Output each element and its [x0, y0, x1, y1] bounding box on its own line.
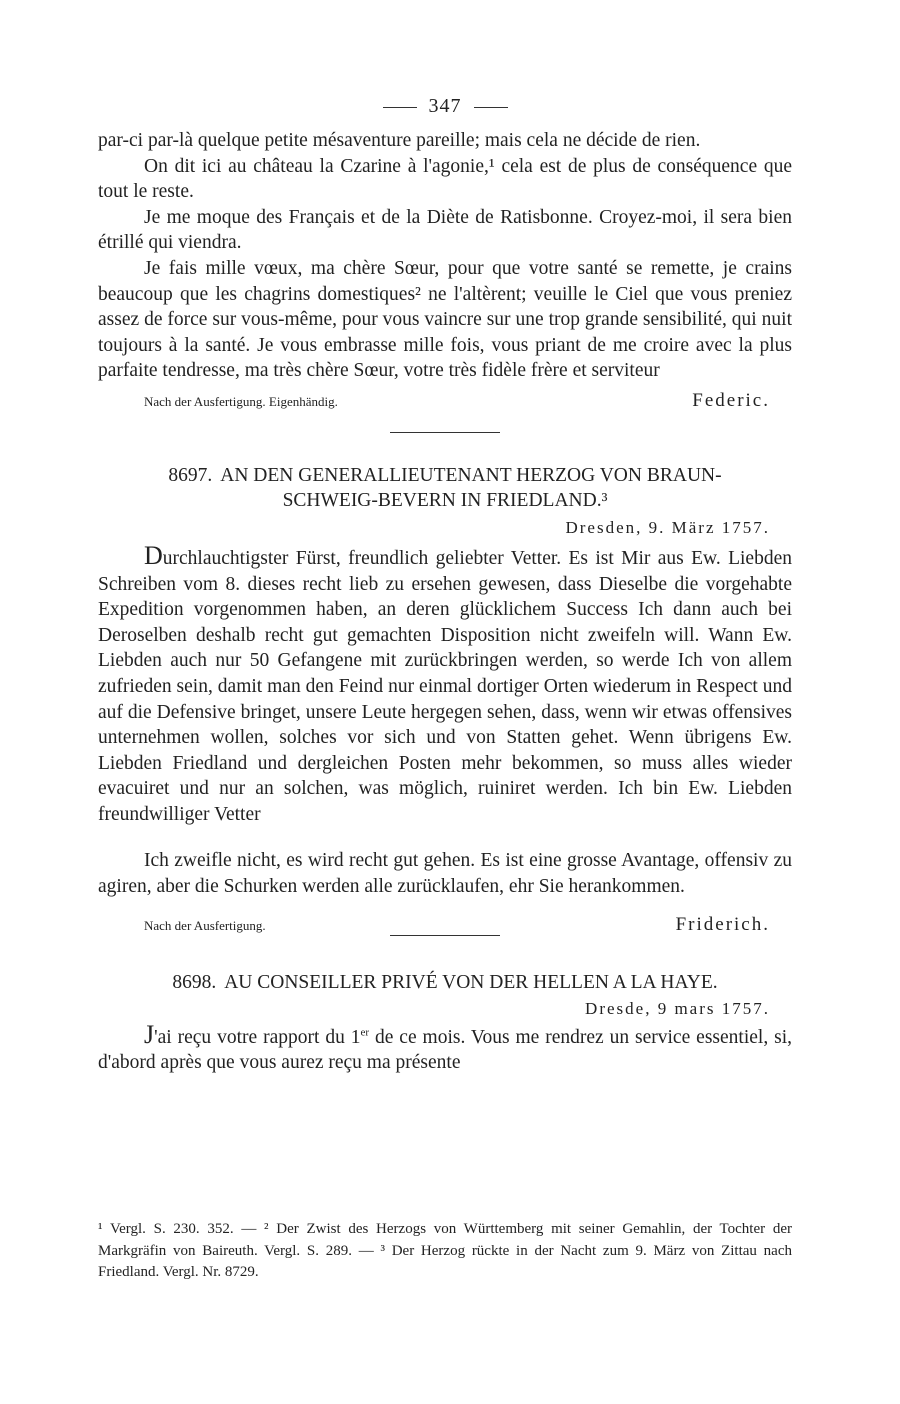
- superscript: er: [360, 1026, 370, 1039]
- body-text-rest: de ce mois. Vous me rendrez un service essentiel, si, d'abord après que vous aurez reçu ma présente: [98, 1026, 792, 1074]
- letter-number: 8698.: [172, 971, 217, 993]
- letter-8697: [98, 463, 792, 936]
- source-signature-row: [98, 390, 792, 412]
- letter-end: [98, 128, 792, 412]
- body-text-start: 'ai reçu votre rapport du 1: [154, 1026, 361, 1048]
- paragraph: On dit ici au château la Czarine à l'agonie,¹ cela est de plus de conséquence que tout le reste.: [98, 155, 792, 203]
- source-signature-row: [98, 896, 792, 936]
- dateline: Dresde, 9 mars 1757.: [585, 998, 770, 1018]
- paragraph: Je me moque des Français et de la Diète de Ratisbonne. Croyez-moi, il sera bien étrillé qui viendra.: [98, 206, 792, 254]
- paragraph: par-ci par-là quelque petite mésaventure pareille; mais cela ne décide de rien.: [98, 130, 701, 151]
- dash-left: [383, 107, 417, 108]
- dateline: Dresden, 9. März 1757.: [565, 517, 770, 537]
- source-note: Nach der Ausfertigung.: [144, 917, 266, 933]
- letter-body: [98, 540, 792, 828]
- letter-8698: [98, 970, 792, 1076]
- page-number-line: [98, 92, 792, 122]
- dropcap: D: [144, 540, 163, 570]
- page-number: 347: [428, 95, 462, 117]
- source-note: Nach der Ausfertigung. Eigenhändig.: [144, 393, 338, 409]
- signature: Friderich.: [675, 913, 770, 935]
- section-divider: [390, 432, 500, 433]
- postscript: Ich zweifle nicht, es wird recht gut gehen. Es ist eine grosse Avantage, offensiv zu agiren, aber die Schurken werden alle zurücklaufen, ehr Sie herankommen.: [98, 850, 792, 898]
- body-text: urchlauchtigster Fürst, freundlich geliebter Vetter. Es ist Mir aus Ew. Liebden Schreiben vom 8. dieses recht lieb zu ersehen gewesen, dass Dieselbe die vorgehabte Expedition vorgenommen haben, an deren glücklichem Success Ich dann auch bei Deroselben deshalb recht gut gemachten Disposition nicht zweifeln will. Wann Ew. Liebden auch nur 50 Gefangene mit zurückbringen werden, so werde Ich von allem zufrieden sein, damit man den Feind nur einmal dortiger Orten wiederum in Respect und auf die Defensive bringet, unsere Leute hergegen sehen, dass, wenn wir etwas offensives unternehmen wollen, solches vor sich und von Statten gehet. Wenn übrigens Ew. Liebden Friedland und dergleichen Posten mehr bekommen, so muss alles wieder evacuiret und nur an solchen, was möglich, ruiniret werden. Ich bin Ew. Liebden freundwilliger Vetter: [98, 547, 792, 825]
- letter-number: 8697.: [168, 464, 213, 486]
- dropcap: J: [144, 1019, 155, 1049]
- heading-line-2: SCHWEIG-BEVERN IN FRIEDLAND.³: [282, 489, 608, 511]
- page-body: [98, 92, 792, 1076]
- paragraph: Je fais mille vœux, ma chère Sœur, pour que votre santé se remette, je crains beaucoup que les chagrins domestiques² ne l'altèrent; veuille le Ciel que vous preniez assez de force sur vous-même, pour vous vaincre sur une trop grande sensibilité, qui nuit toujours à la santé. Je vous embrasse mille fois, vous priant de me croire avec la plus parfaite tendresse, ma très chère Sœur, votre très fidèle frère et serviteur: [98, 257, 792, 382]
- letter-heading: [98, 463, 792, 513]
- heading-text: AU CONSEILLER PRIVÉ VON DER HELLEN A LA HAYE.: [224, 971, 718, 993]
- section-divider: [390, 935, 500, 936]
- signature: Federic.: [692, 389, 770, 411]
- dash-right: [474, 107, 508, 108]
- letter-body: [98, 1019, 792, 1076]
- footnotes: ¹ Vergl. S. 230. 352. — ² Der Zwist des Herzogs von Württemberg mit seiner Gemahlin, der Tochter der Markgräfin von Baireuth. Vergl. S. 289. — ³ Der Herzog rückte in der Nacht zum 9. März von Zittau nach Friedland. Vergl. Nr. 8729.: [98, 1221, 792, 1280]
- letter-heading: [98, 970, 792, 995]
- heading-line-1: AN DEN GENERALLIEUTENANT HERZOG VON BRAUN-: [220, 464, 722, 486]
